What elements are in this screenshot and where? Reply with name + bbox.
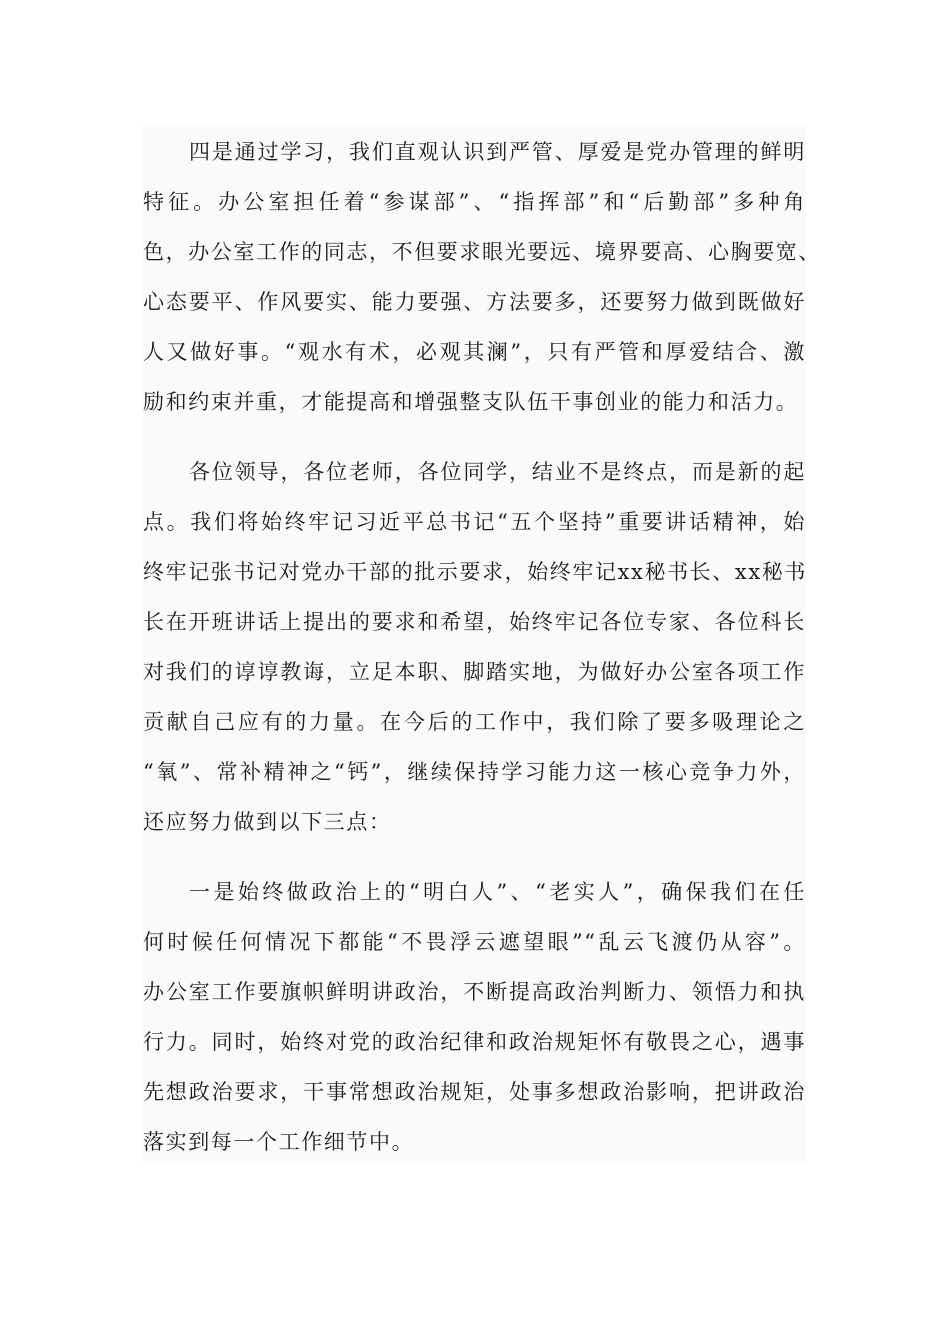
paragraph-line: 落实到每一个工作细节中。 [143,1130,415,1154]
paragraph-line: 人又做好事。“观水有术，必观其澜”，只有严管和厚爱结合、激 [143,340,806,364]
paragraph-line: 对我们的谆谆教诲，立足本职、脚踏实地，为做好办公室各项工作 [143,660,806,684]
paragraph-3 [143,867,806,1167]
paragraph-line: 何时候任何情况下都能“不畏浮云遮望眼”“乱云飞渡仍从容”。 [143,930,806,954]
paragraph-line: 终牢记张书记对党办干部的批示要求，始终牢记xx秘书长、xx秘书 [143,560,807,584]
paragraph-line: 办公室工作要旗帜鲜明讲政治，不断提高政治判断力、领悟力和执 [143,980,806,1004]
paragraph-line: 色，办公室工作的同志，不但要求眼光要远、境界要高、心胸要宽、 [143,240,821,264]
paragraph-line: 贡献自己应有的力量。在今后的工作中，我们除了要多吸理论之 [143,710,806,734]
paragraph-line: 点。我们将始终牢记习近平总书记“五个坚持”重要讲话精神，始 [143,510,806,534]
paragraph-line: 心态要平、作风要实、能力要强、方法要多，还要努力做到既做好 [143,290,806,314]
paragraph-line: 各位领导，各位老师，各位同学，结业不是终点，而是新的起 [189,460,806,484]
paragraph-line: “氧”、常补精神之“钙”，继续保持学习能力这一核心竞争力外， [143,760,806,784]
paragraph-line: 一是始终做政治上的“明白人”、“老实人”，确保我们在任 [189,880,806,904]
document-body [143,124,821,1164]
paragraph-line: 四是通过学习，我们直观认识到严管、厚爱是党办管理的鲜明 [189,140,806,164]
paragraph-line: 还应努力做到以下三点： [143,810,392,834]
paragraph-line: 先想政治要求，干事常想政治规矩，处事多想政治影响，把讲政治 [143,1080,806,1104]
paragraph-line: 长在开班讲话上提出的要求和希望，始终牢记各位专家、各位科长 [143,610,806,634]
paragraph-2 [143,447,806,847]
paragraph-line: 励和约束并重，才能提高和增强整支队伍干事创业的能力和活力。 [143,390,799,414]
paragraph-line: 特征。办公室担任着“参谋部”、“指挥部”和“后勤部”多种角 [143,190,806,214]
paragraph-1 [143,127,821,427]
paragraph-line: 行力。同时，始终对党的政治纪律和政治规矩怀有敬畏之心，遇事 [143,1030,806,1054]
